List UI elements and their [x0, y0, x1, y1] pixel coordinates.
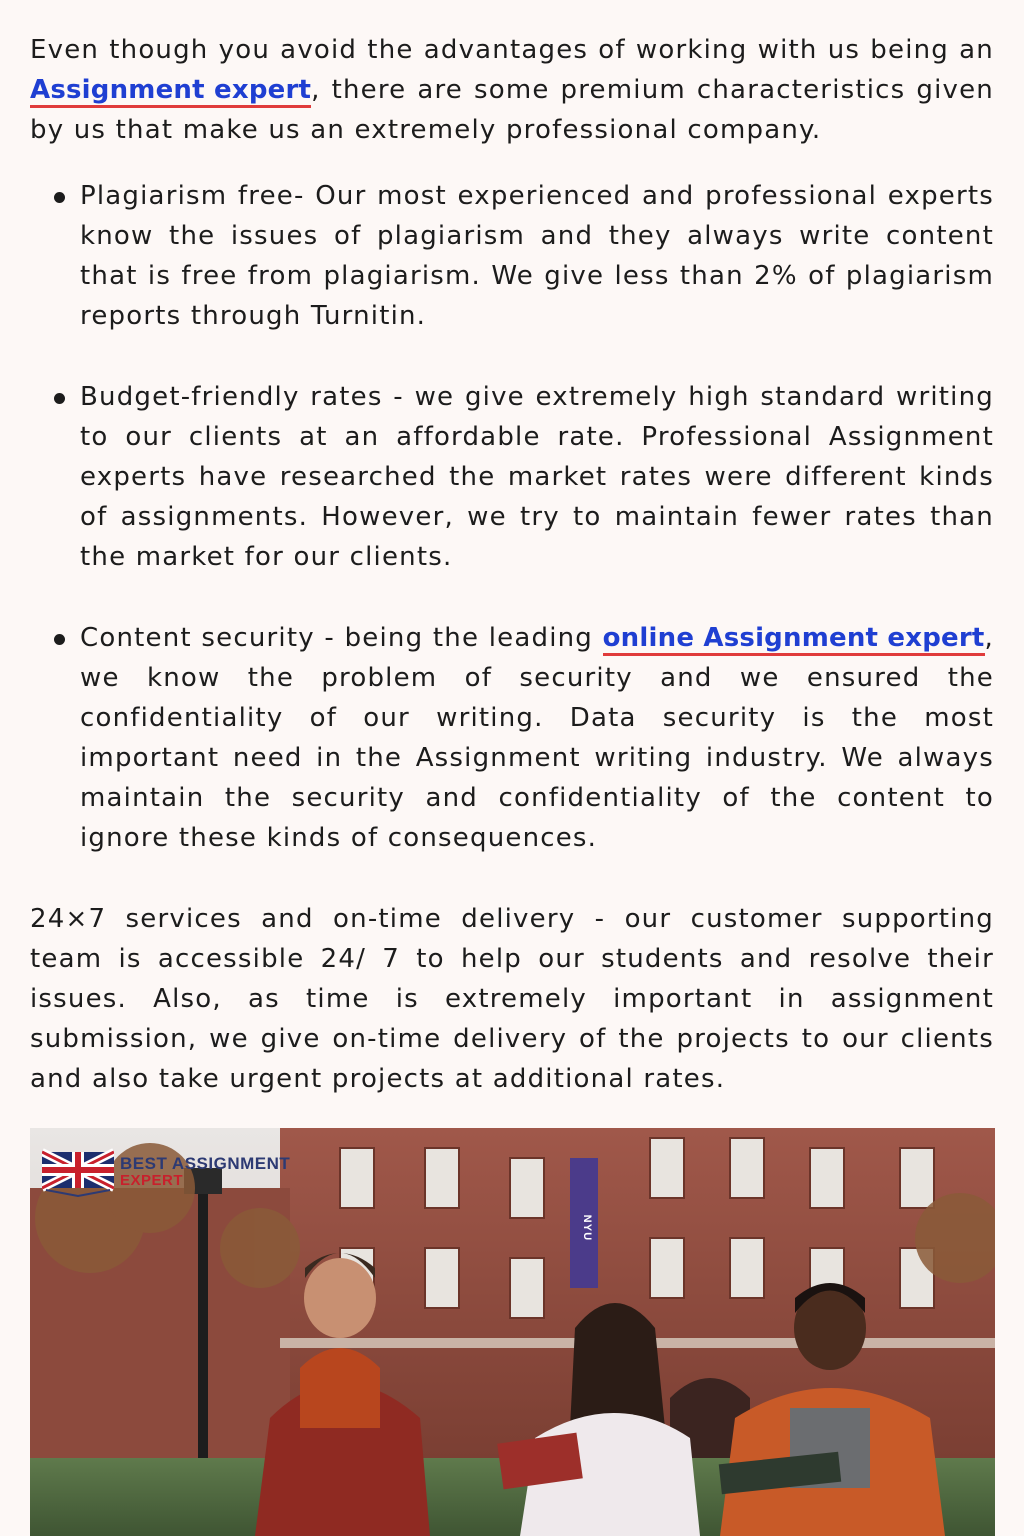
students-photo — [30, 1128, 995, 1536]
list-item-plagiarism-free — [30, 176, 994, 336]
intro-text-after: , there are some premium characteristics given by us that make us an extremely professional company. — [30, 75, 994, 145]
feature-text: Budget-friendly rates - we give extremely high standard writing to our clients at an affordable rate. Professional Assignment experts have researched the market rates were different kinds of assignments. However, we try to maintain fewer rates than the market for our clients. — [80, 382, 994, 572]
intro-text-before: Even though you avoid the advantages of working with us being an — [30, 35, 994, 65]
brand-logo — [42, 1146, 290, 1198]
logo-text — [120, 1155, 290, 1189]
feature-text-before: Content security - being the leading — [80, 623, 603, 653]
logo-line-1: BEST ASSIGNMENT — [120, 1154, 291, 1173]
bullet-icon — [54, 393, 65, 404]
feature-text-after: , we know the problem of security and we ensured the confidentiality of our writing. Data security is the most important need in the Assignment writing industry. We always maintain the security and confidentiality of the content to ignore these kinds of consequences. — [80, 623, 994, 853]
assignment-expert-link[interactable]: Assignment expert — [30, 75, 311, 108]
feature-text: Plagiarism free- Our most experienced and professional experts know the issues of plagiarism and they always write content that is free from plagiarism. We give less than 2% of plagiarism reports through Turnitin. — [80, 181, 994, 331]
features-list — [30, 176, 994, 858]
article-body — [30, 30, 994, 1099]
intro-paragraph — [30, 30, 994, 150]
closing-paragraph: 24×7 services and on-time delivery - our customer supporting team is accessible 24/ 7 to help our students and resolve their issues. Also, as time is extremely important in assignment submission, we give on-time delivery of the projects to our clients and also take urgent projects at additional rates. — [30, 904, 994, 1094]
union-jack-icon — [42, 1146, 114, 1198]
banner-text: NYU — [581, 1214, 593, 1242]
list-item-budget-friendly — [30, 377, 994, 577]
list-item-content-security — [30, 618, 994, 858]
online-assignment-expert-link[interactable]: online Assignment expert — [603, 623, 985, 656]
bullet-icon — [54, 634, 65, 645]
logo-line-2: EXPERT — [120, 1172, 184, 1189]
bullet-icon — [54, 192, 65, 203]
